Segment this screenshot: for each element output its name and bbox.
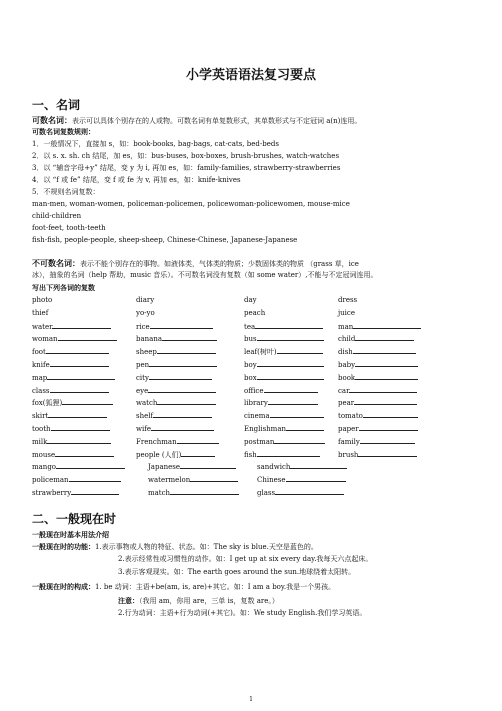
exercise-item — [244, 322, 323, 331]
answer-blank[interactable] — [148, 386, 215, 393]
exercise-item — [148, 488, 239, 497]
exercise-item — [32, 360, 109, 369]
exercise-item — [32, 373, 115, 382]
exercise-item — [244, 424, 324, 433]
page-title: 小学英语语法复习要点 — [185, 68, 316, 83]
section-heading-nouns: 一、名词 — [32, 98, 81, 112]
answer-blank[interactable] — [277, 347, 323, 354]
exercise-item — [32, 475, 121, 484]
answer-blank[interactable] — [353, 347, 416, 354]
function-1: 1.表示事物或人物的特征、状态。如：The sky is blue.天空是蓝色的。 — [95, 543, 318, 551]
answer-blank[interactable] — [177, 437, 219, 444]
function-3: 3.表示客观现实。如：The earth goes around the sun.地球绕着太阳转。 — [118, 568, 356, 576]
answer-blank[interactable] — [62, 398, 113, 405]
function-row-1 — [32, 542, 318, 552]
exercise-row — [32, 450, 482, 459]
exercise-word: shelf — [136, 412, 154, 421]
plural-rule-2: 2．以 s. x. sh. ch 结尾，加 es，如：bus-buses, box-boxes, brush-brushes, watch-watches — [32, 152, 340, 160]
exercise-word: wife — [136, 425, 151, 433]
exercise-word: knife — [32, 361, 50, 369]
exercise-item — [32, 296, 52, 304]
exercise-item — [136, 309, 155, 317]
answer-blank[interactable] — [150, 322, 213, 329]
exercise-item — [338, 360, 418, 369]
exercise-word: thief — [32, 308, 49, 317]
answer-blank[interactable] — [181, 450, 215, 457]
exercise-item — [32, 398, 113, 408]
exercise-item — [32, 411, 107, 420]
exercise-item — [244, 411, 324, 420]
exercise-row — [32, 309, 482, 318]
exercise-word: day — [244, 296, 257, 304]
exercise-item — [136, 373, 212, 382]
exercise-word: pear — [338, 399, 355, 408]
exercise-item — [32, 347, 109, 356]
exercise-word: foot — [32, 348, 46, 357]
uncountable-definition-line-2: 冰），抽象的名词（help 帮助，music 音乐）。不可数名词没有复数（如 some water）,不能与不定冠词连用。 — [32, 271, 378, 279]
exercise-item — [32, 386, 109, 395]
exercise-word: yo-yo — [136, 308, 155, 317]
plural-rule-3: 3．以 “辅音字母+y” 结尾，变 y 为 i, 再加 es，如：family-families, strawberry-strawberries — [32, 164, 341, 172]
answer-blank[interactable] — [58, 334, 117, 341]
uncountable-text-1: 表示不能个别存在的事物。如液体类，气体类的物质；少数固体类的物质 （grass 草，ice — [80, 260, 359, 268]
answer-blank[interactable] — [355, 334, 414, 341]
exercise-item — [136, 424, 214, 433]
exercise-word: Chinese — [257, 476, 286, 485]
exercise-word: Frenchman — [136, 437, 177, 446]
exercise-item — [136, 296, 154, 304]
exercise-word: library — [244, 399, 268, 408]
plural-rule-1: 1．一般情况下，直接加 s，如：book-books, bag-bags, cat-cats, bed-beds — [32, 140, 279, 148]
exercise-row — [32, 347, 482, 356]
exercise-word: sheep — [136, 348, 157, 357]
answer-blank[interactable] — [180, 462, 236, 469]
exercise-item — [136, 322, 213, 331]
exercise-word: diary — [136, 296, 155, 304]
answer-blank[interactable] — [355, 360, 418, 367]
exercise-word: baby — [338, 361, 356, 369]
plural-rule-5: 5．不规则名词复数： — [32, 188, 100, 196]
exercise-item — [244, 360, 324, 369]
answer-blank[interactable] — [50, 386, 109, 393]
exercise-row — [32, 462, 482, 471]
answer-blank[interactable] — [257, 360, 324, 367]
exercise-word: book — [338, 373, 356, 382]
answer-blank[interactable] — [69, 475, 121, 482]
irregular-line-1: man-men, woman-women, policeman-policemen, policewoman-policewomen, mouse-mice — [32, 200, 350, 208]
section-heading-present-simple: 二、一般现在时 — [32, 512, 117, 526]
answer-blank[interactable] — [286, 475, 347, 482]
answer-blank[interactable] — [349, 386, 416, 393]
exercise-word: strawberry — [32, 489, 72, 497]
page-number: 1 — [249, 696, 253, 703]
answer-blank[interactable] — [157, 398, 216, 405]
countable-label: 可数名词： — [32, 115, 72, 125]
answer-blank[interactable] — [358, 450, 417, 457]
exercise-item — [338, 334, 414, 343]
exercise-label: 写出下列各词的复数 — [32, 283, 95, 292]
exercise-word: cinema — [244, 412, 270, 421]
exercise-item — [32, 488, 119, 497]
exercise-word: dress — [338, 296, 358, 304]
answer-blank[interactable] — [47, 437, 110, 444]
exercise-row — [32, 411, 482, 420]
exercise-item — [32, 424, 110, 433]
note-label: 注意： — [118, 596, 139, 605]
exercise-item — [244, 309, 265, 317]
exercise-word: photo — [32, 296, 53, 304]
exercise-item — [257, 488, 344, 497]
exercise-word: woman — [32, 335, 58, 344]
exercise-item — [244, 296, 257, 304]
uncountable-label: 不可数名词： — [32, 258, 80, 268]
plural-rule-4: 4．以 “f 或 fe” 结尾，变 f 或 fe 为 v, 再加 es，如：knife-knives — [32, 176, 241, 184]
exercise-word: Japanese — [148, 463, 181, 472]
answer-blank[interactable] — [255, 322, 322, 329]
answer-blank[interactable] — [257, 450, 320, 457]
answer-blank[interactable] — [359, 424, 418, 431]
exercise-word: brush — [338, 450, 359, 459]
exercise-word: office — [244, 386, 264, 395]
exercise-item — [32, 334, 117, 343]
exercise-item — [32, 450, 114, 459]
exercise-item — [32, 437, 111, 446]
usage-title: 一般现在时基本用法介绍 — [32, 530, 109, 539]
exercise-word: leaf(树叶) — [244, 348, 277, 357]
exercise-item — [136, 334, 217, 343]
answer-blank[interactable] — [363, 411, 418, 418]
answer-blank[interactable] — [190, 475, 238, 482]
exercise-row — [32, 386, 482, 395]
answer-blank[interactable] — [257, 334, 324, 341]
answer-blank[interactable] — [162, 334, 217, 341]
exercise-row — [32, 360, 482, 369]
exercise-word: man — [338, 322, 354, 331]
exercise-item — [136, 386, 216, 395]
answer-blank[interactable] — [157, 347, 216, 354]
exercise-word: people (人们) — [136, 450, 182, 459]
countable-text: 表示可以具体个别存在的人或物。可数名词有单复数形式，其单数形式与不定冠词 a(n)连用。 — [72, 117, 362, 125]
exercise-word: city — [136, 373, 149, 382]
plural-rules-label: 可数名词复数规则： — [32, 127, 95, 136]
structure-label: 一般现在时的构成： — [32, 582, 95, 591]
exercise-word: family — [338, 437, 360, 446]
exercise-row — [32, 373, 482, 382]
exercise-word: tea — [244, 322, 256, 331]
answer-blank[interactable] — [149, 360, 216, 367]
exercise-word: class — [32, 386, 50, 395]
answer-blank[interactable] — [153, 411, 212, 418]
exercise-row — [32, 296, 482, 305]
answer-blank[interactable] — [355, 373, 418, 380]
exercise-word: banana — [136, 335, 163, 344]
function-2: 2.表示经常性或习惯性的动作。如：I get up at six every day.我每天六点起床。 — [118, 555, 373, 563]
exercise-word: eye — [136, 386, 149, 395]
exercise-word: boy — [244, 361, 257, 369]
exercise-row — [32, 437, 482, 446]
exercise-item — [338, 398, 417, 407]
answer-blank[interactable] — [270, 411, 325, 418]
answer-blank[interactable] — [149, 373, 212, 380]
exercise-item — [136, 360, 217, 369]
answer-blank[interactable] — [268, 398, 319, 405]
answer-blank[interactable] — [353, 322, 420, 329]
answer-blank[interactable] — [257, 373, 324, 380]
countable-definition — [32, 116, 477, 126]
exercise-item — [257, 475, 346, 484]
exercise-item — [244, 437, 325, 446]
exercise-item — [32, 462, 125, 471]
exercise-word: milk — [32, 437, 48, 446]
exercise-row — [32, 398, 482, 407]
irregular-line-2: child-children — [32, 212, 82, 220]
exercise-item — [244, 347, 323, 357]
exercise-word: juice — [338, 308, 355, 317]
function-label: 一般现在时的功能： — [32, 542, 95, 551]
exercise-word: bus — [244, 335, 257, 344]
exercise-item — [136, 450, 215, 460]
exercise-word: policeman — [32, 476, 69, 485]
exercise-word: tooth — [32, 425, 51, 433]
structure-1: 1. be 动词：主语+be(am, is, are)+其它。如：I am a boy.我是一个男孩。 — [95, 583, 336, 591]
exercise-item — [148, 475, 238, 484]
answer-blank[interactable] — [56, 462, 125, 469]
exercise-word: peach — [244, 308, 266, 317]
exercise-item — [338, 296, 357, 304]
answer-blank[interactable] — [71, 488, 119, 495]
exercise-row — [32, 334, 482, 343]
exercise-item — [136, 411, 212, 420]
exercise-item — [136, 398, 216, 407]
irregular-line-4: fish-fish, people-people, sheep-sheep, Chinese-Chinese, Japanese-Japanese — [32, 236, 298, 244]
exercise-row — [32, 322, 482, 331]
answer-blank[interactable] — [47, 373, 114, 380]
exercise-row — [32, 488, 482, 497]
answer-blank[interactable] — [52, 322, 111, 329]
exercise-item — [338, 347, 416, 356]
exercise-word: match — [148, 489, 171, 497]
exercise-word: dish — [338, 348, 353, 357]
exercise-word: fox(狐狸) — [32, 399, 63, 408]
answer-blank[interactable] — [46, 347, 109, 354]
exercise-word: sandwich — [257, 463, 291, 472]
exercise-word: box — [244, 373, 257, 382]
exercise-item — [338, 309, 355, 317]
answer-blank[interactable] — [275, 488, 344, 495]
exercise-item — [32, 309, 48, 317]
exercise-word: skirt — [32, 412, 49, 421]
answer-blank[interactable] — [264, 386, 319, 393]
answer-blank[interactable] — [170, 488, 239, 495]
answer-blank[interactable] — [290, 462, 346, 469]
answer-blank[interactable] — [286, 424, 324, 431]
exercise-word: postman — [244, 437, 275, 446]
exercise-item — [244, 386, 318, 395]
exercise-item — [136, 347, 216, 356]
exercise-item — [257, 462, 347, 471]
exercise-item — [338, 437, 415, 446]
exercise-word: glass — [257, 489, 276, 497]
exercise-item — [244, 373, 324, 382]
exercise-item — [338, 373, 418, 382]
exercise-word: rice — [136, 322, 150, 331]
answer-blank[interactable] — [274, 437, 325, 444]
exercise-word: paper — [338, 425, 359, 433]
irregular-line-3: foot-feet, tooth-teeth — [32, 224, 106, 232]
exercise-item — [32, 322, 111, 331]
exercise-item — [338, 411, 418, 420]
uncountable-definition-line-1 — [32, 259, 359, 269]
answer-blank[interactable] — [55, 450, 114, 457]
exercise-row — [32, 475, 482, 484]
answer-blank[interactable] — [51, 424, 110, 431]
exercise-word: mango — [32, 463, 57, 472]
structure-2: 2.行为动词：主语+行为动词(+其它)。如：We study English.我们学习英语。 — [118, 609, 367, 617]
answer-blank[interactable] — [48, 411, 107, 418]
exercise-row — [32, 424, 482, 433]
exercise-item — [338, 424, 418, 433]
exercise-word: fish — [244, 450, 257, 459]
exercise-word: map — [32, 373, 48, 382]
exercise-word: Englishman — [244, 425, 286, 433]
exercise-word: pen — [136, 361, 150, 369]
exercise-word: car — [338, 386, 350, 395]
answer-blank[interactable] — [151, 424, 214, 431]
answer-blank[interactable] — [354, 398, 417, 405]
exercise-item — [244, 450, 320, 459]
exercise-item — [244, 334, 324, 343]
answer-blank[interactable] — [360, 437, 415, 444]
note-text: （我用 am，你用 are，三单 is，复数 are。） — [139, 597, 279, 605]
exercise-word: tomato — [338, 412, 363, 421]
exercise-item — [244, 398, 318, 407]
exercise-word: mouse — [32, 450, 56, 459]
answer-blank[interactable] — [50, 360, 109, 367]
exercise-word: watermelon — [148, 476, 191, 485]
exercise-item — [136, 437, 219, 446]
exercise-item — [338, 450, 417, 459]
exercise-word: watch — [136, 399, 158, 408]
structure-row-1 — [32, 582, 335, 592]
exercise-item — [338, 386, 417, 395]
note-row — [118, 596, 279, 606]
exercise-word: child — [338, 335, 356, 344]
exercise-item — [338, 322, 421, 331]
exercise-word: water — [32, 322, 53, 331]
exercise-item — [148, 462, 236, 471]
